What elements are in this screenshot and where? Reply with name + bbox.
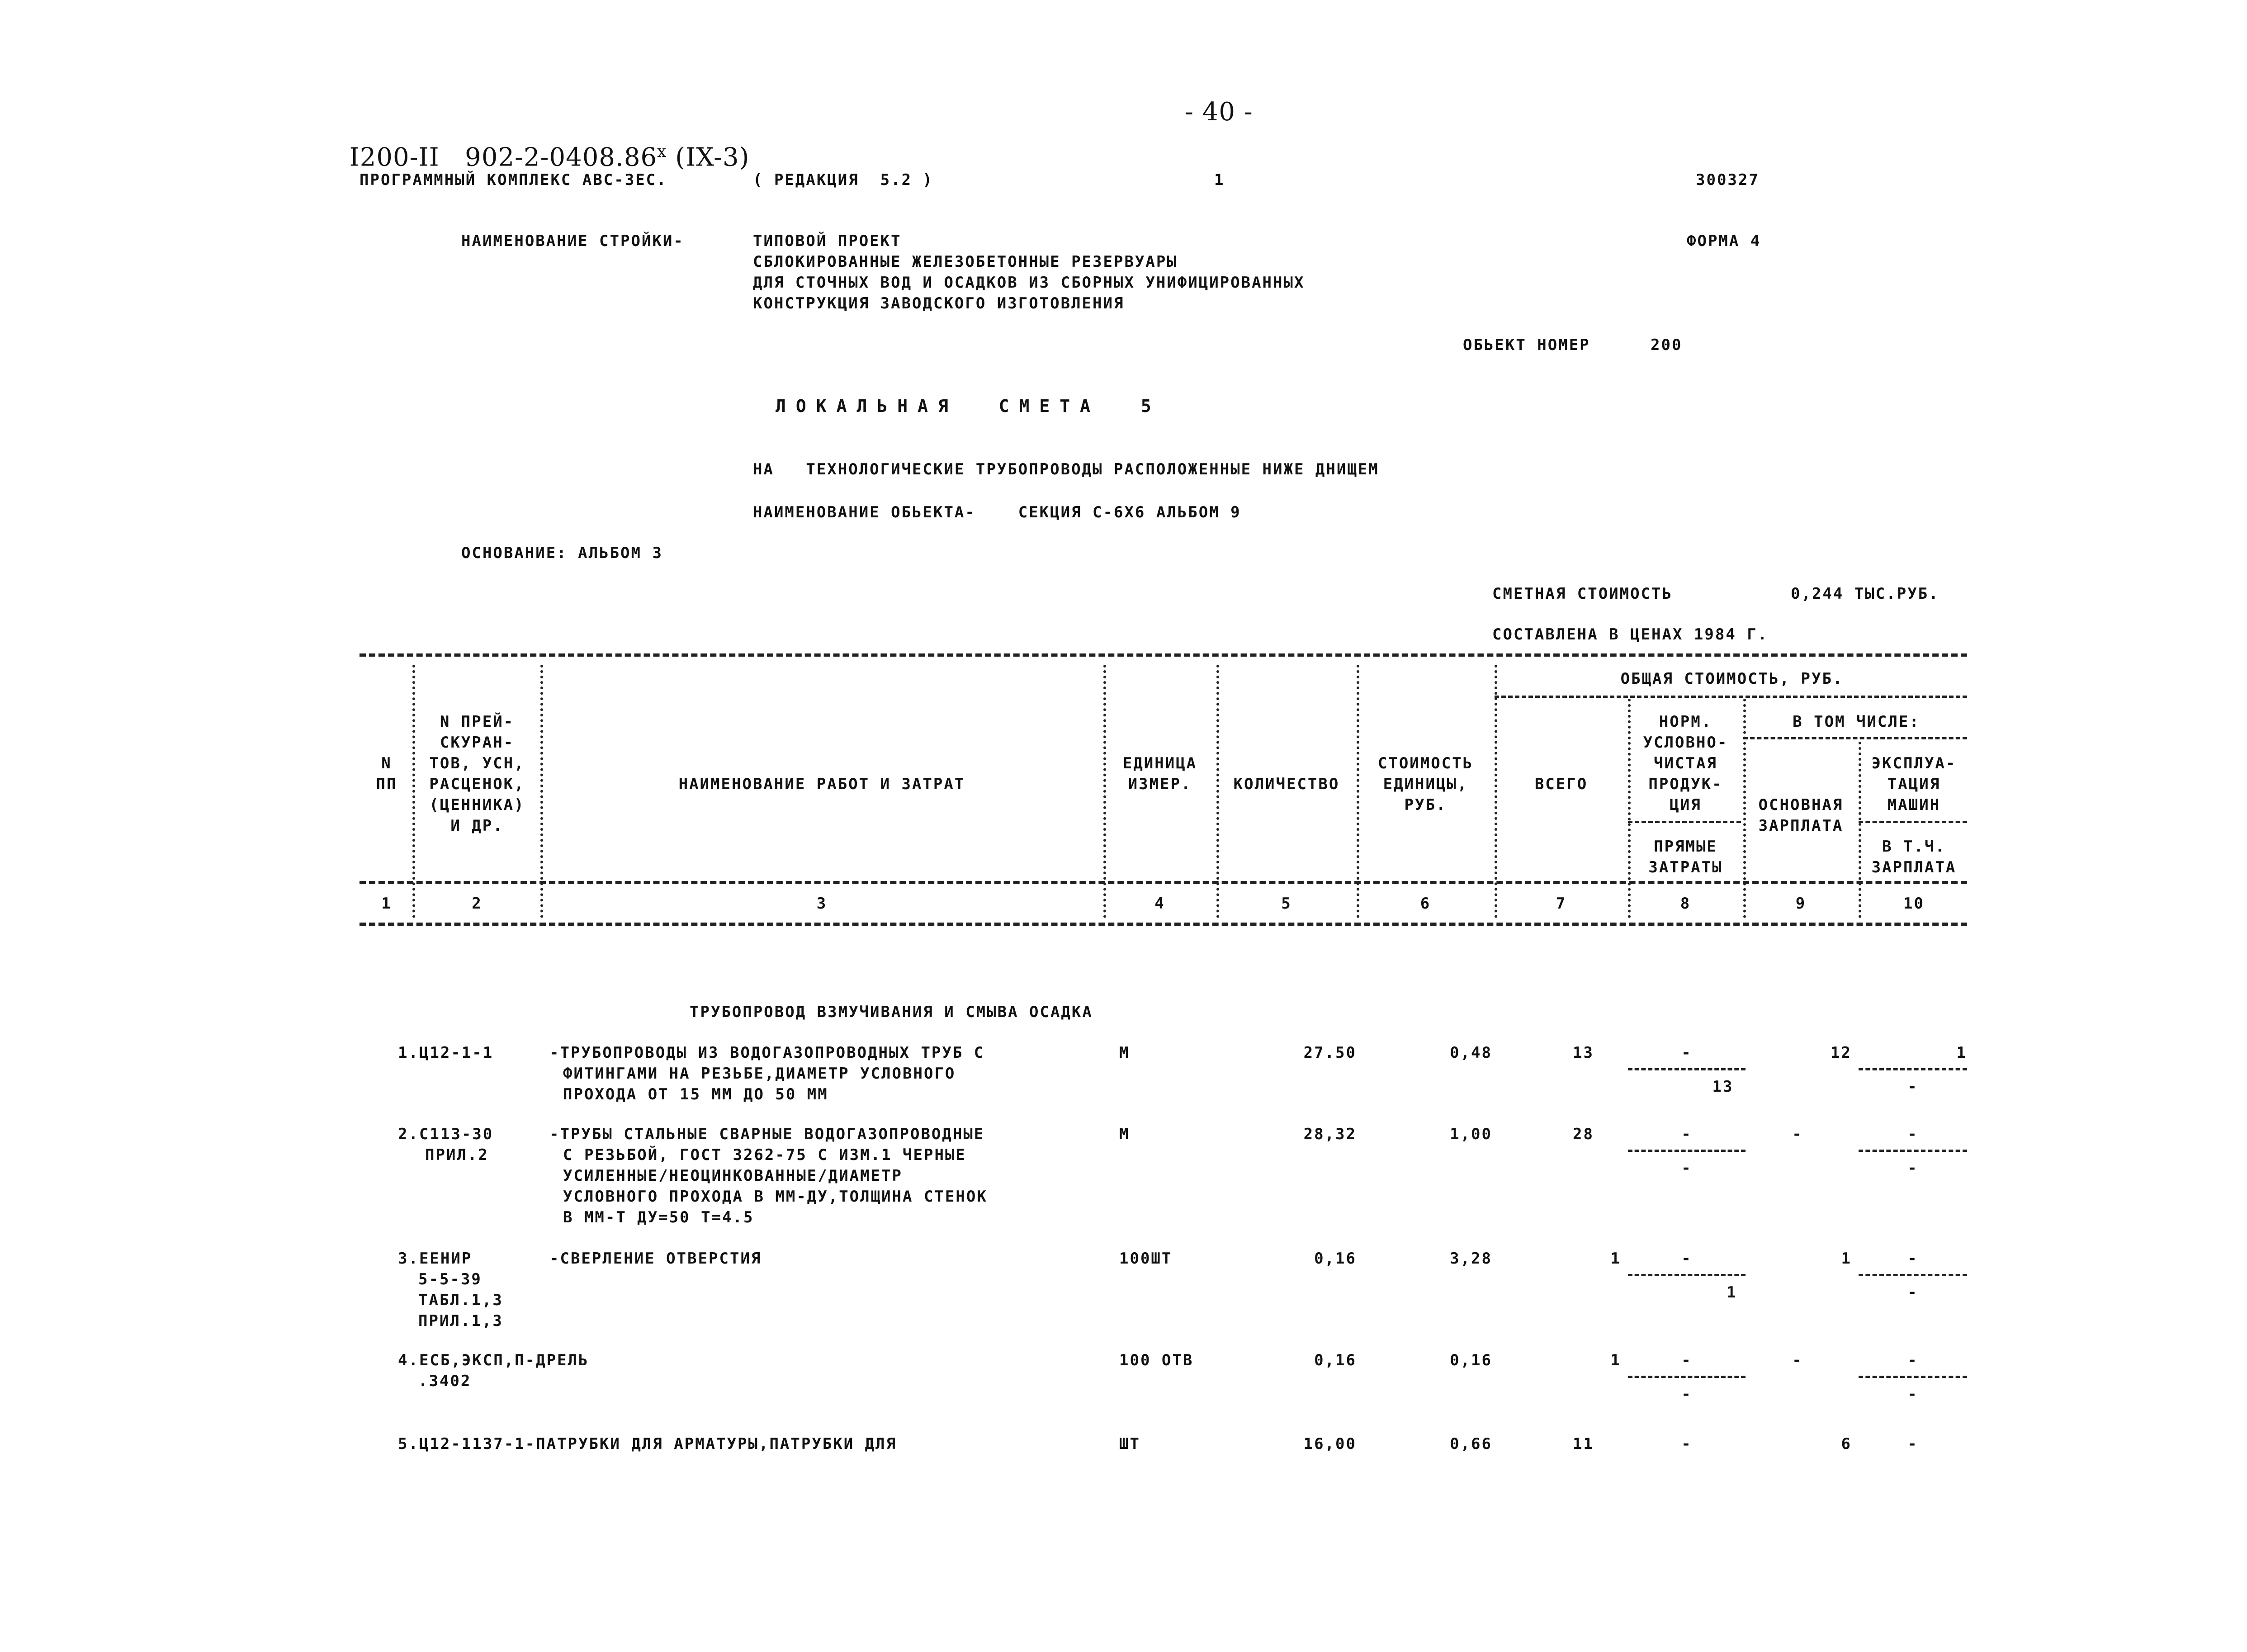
construction-line-3: ДЛЯ СТОЧНЫХ ВОД И ОСАДКОВ ИЗ СБОРНЫХ УНИФИЦИРОВАННЫХ xyxy=(753,274,1305,292)
basis: ОСНОВАНИЕ: АЛЬБОМ 3 xyxy=(461,544,663,562)
document-code-text: I200-II 902-2-0408.86 xyxy=(349,142,658,172)
row-unit-price: 1,00 xyxy=(1450,1125,1492,1143)
row-total: 13 xyxy=(1573,1044,1594,1062)
row-code: 3.ЕЕНИР xyxy=(398,1250,473,1268)
th-col3: НАИМЕНОВАНИЕ РАБОТ И ЗАТРАТ xyxy=(678,775,965,793)
row-code: 1.Ц12-1-1 xyxy=(398,1044,494,1062)
th-col4-line2: ИЗМЕР. xyxy=(1128,775,1192,793)
col-number-9: 9 xyxy=(1795,895,1807,913)
table-top-rule xyxy=(360,653,1967,657)
col-number-8: 8 xyxy=(1680,895,1691,913)
estimate-subject: НА ТЕХНОЛОГИЧЕСКИЕ ТРУБОПРОВОДЫ РАСПОЛОЖЕННЫЕ НИЖЕ ДНИЩЕМ xyxy=(753,460,1379,478)
row-name-line: УСЛОВНОГО ПРОХОДА В ММ-ДУ,ТОЛЩИНА СТЕНОК xyxy=(563,1188,988,1206)
row-code: ТАБЛ.1,3 xyxy=(418,1291,503,1309)
row-col10-bottom: - xyxy=(1907,1385,1918,1403)
row-quantity: 28,32 xyxy=(1303,1125,1357,1143)
th-col1-line1: N xyxy=(381,754,392,772)
th-col8-bottom-line1: ПРЯМЫЕ xyxy=(1654,838,1717,856)
row-quantity: 16,00 xyxy=(1303,1435,1357,1453)
row-unit: 100ШТ xyxy=(1119,1250,1173,1268)
row-col8-top: - xyxy=(1681,1044,1692,1062)
row-col8-divider xyxy=(1628,1150,1746,1152)
header-bottom-rule xyxy=(360,881,1967,884)
row-col10-top: - xyxy=(1907,1125,1918,1143)
row-col10-top: - xyxy=(1907,1351,1918,1369)
th-col10-line1: ЭКСПЛУА- xyxy=(1871,754,1957,772)
row-unit: М xyxy=(1119,1044,1130,1062)
row-name-line: -ТРУБЫ СТАЛЬНЫЕ СВАРНЫЕ ВОДОГАЗОПРОВОДНЫЕ xyxy=(549,1125,985,1143)
row-name-line: -ТРУБОПРОВОДЫ ИЗ ВОДОГАЗОПРОВОДНЫХ ТРУБ С xyxy=(549,1044,985,1062)
numbers-bottom-rule xyxy=(360,923,1967,926)
row-code: 5-5-39 xyxy=(418,1270,482,1288)
col-number-5: 5 xyxy=(1281,895,1292,913)
th-col2-line2: СКУРАН- xyxy=(440,734,515,752)
row-col9: 1 xyxy=(1841,1250,1852,1268)
th-col2-line3: ТОВ, УСН, xyxy=(429,754,525,772)
th-col10-bottom-line1: В Т.Ч. xyxy=(1882,838,1946,856)
revision: ( РЕДАКЦИЯ 5.2 ) xyxy=(753,171,933,189)
row-col8-bottom: - xyxy=(1681,1385,1692,1403)
row-unit-price: 0,48 xyxy=(1450,1044,1492,1062)
col-number-4: 4 xyxy=(1154,895,1165,913)
row-col10-bottom: - xyxy=(1907,1159,1918,1177)
document-code-tail: (IX-3) xyxy=(667,142,750,172)
row-col8-top: - xyxy=(1681,1351,1692,1369)
construction-line-1: ТИПОВОЙ ПРОЕКТ xyxy=(753,232,902,250)
construction-line-2: СБЛОКИРОВАННЫЕ ЖЕЛЕЗОБЕТОННЫЕ РЕЗЕРВУАРЫ xyxy=(753,253,1178,271)
row-name-line: ПРОХОДА ОТ 15 ММ ДО 50 ММ xyxy=(563,1085,828,1103)
row-unit: 100 ОТВ xyxy=(1119,1351,1194,1369)
th-col2-line4: РАСЦЕНОК, xyxy=(429,775,525,793)
col-number-10: 10 xyxy=(1903,895,1925,913)
incl-group-rule xyxy=(1743,737,1967,739)
row-code: 2.С113-30 xyxy=(398,1125,494,1143)
col-number-7: 7 xyxy=(1556,895,1567,913)
object-label: ОБЬЕКТ НОМЕР xyxy=(1463,336,1590,354)
row-code: 4.ЕСБ,ЭКСП,П-ДРЕЛЬ xyxy=(398,1351,589,1369)
row-unit: М xyxy=(1119,1125,1130,1143)
page-number: - 40 - xyxy=(1185,97,1253,127)
th-col9-line1: ОСНОВНАЯ xyxy=(1758,796,1844,814)
row-col8-bottom: - xyxy=(1681,1159,1692,1177)
row-name-line: ФИТИНГАМИ НА РЕЗЬБЕ,ДИАМЕТР УСЛОВНОГО xyxy=(563,1065,956,1083)
row-col9: 6 xyxy=(1841,1435,1852,1453)
th-col10-bottom-line2: ЗАРПЛАТА xyxy=(1871,858,1957,876)
sheet-number: 1 xyxy=(1214,171,1225,189)
row-col10-bottom: - xyxy=(1907,1283,1918,1302)
col-number-3: 3 xyxy=(816,895,828,913)
row-col10-divider xyxy=(1859,1150,1967,1152)
row-name-line: С РЕЗЬБОЙ, ГОСТ 3262-75 С ИЗМ.1 ЧЕРНЫЕ xyxy=(563,1146,966,1164)
document-code-superscript: x xyxy=(657,142,667,161)
row-col8-divider xyxy=(1628,1274,1746,1276)
row-col10-bottom: - xyxy=(1907,1078,1918,1096)
row-col9: - xyxy=(1792,1351,1803,1369)
row-total: 11 xyxy=(1573,1435,1594,1453)
row-col9: 12 xyxy=(1831,1044,1852,1062)
object-number: 200 xyxy=(1651,336,1683,354)
th-col1-line2: ПП xyxy=(376,775,397,793)
th-col8-line4: ПРОДУК- xyxy=(1648,775,1723,793)
row-col8-bottom: 1 xyxy=(1727,1283,1737,1302)
row-col10-top: - xyxy=(1907,1250,1918,1268)
program-code: 300327 xyxy=(1696,171,1760,189)
th-col2-line1: N ПРЕЙ- xyxy=(440,713,515,731)
total-group-rule xyxy=(1495,696,1967,698)
row-col8-top: - xyxy=(1681,1435,1692,1453)
row-unit-price: 3,28 xyxy=(1450,1250,1492,1268)
th-col9-line2: ЗАРПЛАТА xyxy=(1758,817,1844,835)
col-number-1: 1 xyxy=(381,895,392,913)
row-col8-bottom: 13 xyxy=(1712,1078,1734,1096)
row-col8-divider xyxy=(1628,1376,1746,1378)
th-col5: КОЛИЧЕСТВО xyxy=(1233,775,1340,793)
row-total: 1 xyxy=(1610,1351,1621,1369)
construction-line-4: КОНСТРУКЦИЯ ЗАВОДСКОГО ИЗГОТОВЛЕНИЯ xyxy=(753,294,1125,312)
row-unit-price: 0,16 xyxy=(1450,1351,1492,1369)
th-col10-line3: МАШИН xyxy=(1887,796,1941,814)
object-name: НАИМЕНОВАНИЕ ОБЬЕКТА- СЕКЦИЯ С-6Х6 АЛЬБОМ 9 xyxy=(753,503,1241,521)
th-col2-line6: И ДР. xyxy=(450,817,504,835)
th-col7: ВСЕГО xyxy=(1534,775,1588,793)
th-total-group: ОБЩАЯ СТОИМОСТЬ, РУБ. xyxy=(1620,670,1844,688)
program-line: ПРОГРАММНЫЙ КОМПЛЕКС АВС-3ЕС. xyxy=(360,171,667,189)
col-sep-1 xyxy=(412,665,415,918)
row-col8-divider xyxy=(1628,1068,1746,1070)
th-incl-group: В ТОМ ЧИСЛЕ: xyxy=(1793,713,1920,731)
document-code xyxy=(332,113,749,172)
row-col8-top: - xyxy=(1681,1125,1692,1143)
row-code: 5.Ц12-1137-1-ПАТРУБКИ ДЛЯ АРМАТУРЫ,ПАТРУБКИ ДЛЯ xyxy=(398,1435,897,1453)
row-unit-price: 0,66 xyxy=(1450,1435,1492,1453)
row-name-line: -СВЕРЛЕНИЕ ОТВЕРСТИЯ xyxy=(549,1250,762,1268)
prices-line: СОСТАВЛЕНА В ЦЕНАХ 1984 Г. xyxy=(1492,625,1769,644)
row-unit: ШТ xyxy=(1119,1435,1140,1453)
th-col6-line1: СТОИМОСТЬ xyxy=(1377,754,1474,772)
col-number-6: 6 xyxy=(1420,895,1431,913)
construction-label: НАИМЕНОВАНИЕ СТРОЙКИ- xyxy=(461,232,684,250)
cost-label: СМЕТНАЯ СТОИМОСТЬ xyxy=(1492,585,1673,603)
form-label: ФОРМА 4 xyxy=(1687,232,1761,250)
row-code: ПРИЛ.2 xyxy=(425,1146,489,1164)
th-col2-line5: (ЦЕННИКА) xyxy=(429,796,525,814)
cost-value: 0,244 ТЫС.РУБ. xyxy=(1791,585,1940,603)
row-quantity: 27.50 xyxy=(1303,1044,1357,1062)
th-col6-line3: РУБ. xyxy=(1404,796,1447,814)
row-col10-divider xyxy=(1859,1274,1967,1276)
section-title: ТРУБОПРОВОД ВЗМУЧИВАНИЯ И СМЫВА ОСАДКА xyxy=(690,1003,1093,1021)
row-col10-top: - xyxy=(1907,1435,1918,1453)
th-col8-line1: НОРМ. xyxy=(1659,713,1712,731)
th-col8-bottom-line2: ЗАТРАТЫ xyxy=(1648,858,1723,876)
row-total: 28 xyxy=(1573,1125,1594,1143)
th-col8-line2: УСЛОВНО- xyxy=(1643,734,1728,752)
row-name-line: УСИЛЕННЫЕ/НЕОЦИНКОВАННЫЕ/ДИАМЕТР xyxy=(563,1167,903,1185)
row-col10-divider xyxy=(1859,1068,1967,1070)
col-number-2: 2 xyxy=(472,895,483,913)
th-col6-line2: ЕДИНИЦЫ, xyxy=(1383,775,1468,793)
row-code: ПРИЛ.1,3 xyxy=(418,1312,503,1330)
row-name-line: В ММ-Т ДУ=50 Т=4.5 xyxy=(563,1208,754,1226)
row-code: .3402 xyxy=(418,1372,472,1390)
th-col10-line2: ТАЦИЯ xyxy=(1887,775,1941,793)
th-col8-line3: ЧИСТАЯ xyxy=(1654,754,1717,772)
col10-split-rule xyxy=(1859,821,1967,823)
estimate-title: ЛОКАЛЬНАЯ СМЕТА 5 xyxy=(776,396,1161,416)
col8-split-rule xyxy=(1628,821,1741,823)
th-col8-line5: ЦИЯ xyxy=(1670,796,1702,814)
row-quantity: 0,16 xyxy=(1314,1250,1357,1268)
row-col9: - xyxy=(1792,1125,1803,1143)
row-col10-top: 1 xyxy=(1956,1044,1967,1062)
row-col8-top: - xyxy=(1681,1250,1692,1268)
row-quantity: 0,16 xyxy=(1314,1351,1357,1369)
row-total: 1 xyxy=(1610,1250,1621,1268)
th-col4-line1: ЕДИНИЦА xyxy=(1122,754,1197,772)
row-col10-divider xyxy=(1859,1376,1967,1378)
